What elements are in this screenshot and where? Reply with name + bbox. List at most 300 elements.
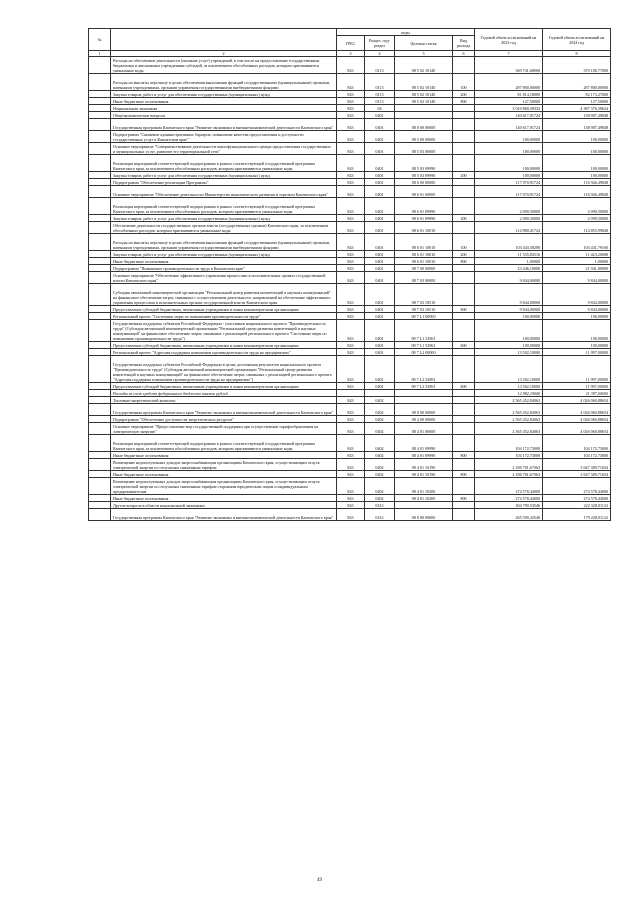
row-target: 08 6 01 10010 — [395, 222, 453, 234]
row-grbs: 843 — [337, 172, 365, 179]
row-razdel — [365, 390, 395, 397]
row-number — [89, 502, 111, 509]
row-vol-2024: 4 026 060,88654 — [543, 416, 611, 423]
row-description: Региональный проект "Адресная поддержка повышения производительности труда на предприятиях" — [111, 349, 337, 356]
row-vol-2024: 127,50000 — [543, 98, 611, 105]
row-grbs: 843 — [337, 265, 365, 272]
row-target: 08 7 03 10510 — [395, 306, 453, 313]
row-vol-2023: 100,00000 — [475, 143, 543, 155]
row-description: Иные бюджетные ассигнования — [111, 258, 337, 265]
table-row — [89, 98, 611, 105]
row-target: 08 5 03 00000 — [395, 143, 453, 155]
table-row — [89, 306, 611, 313]
row-target: 08 4 01 10200 — [395, 478, 453, 495]
table-row — [89, 74, 611, 91]
row-target: 08 7 L2 52891 — [395, 383, 453, 390]
row-vol-2024: 116 946,49848 — [543, 179, 611, 186]
row-description: Иные бюджетные ассигнования — [111, 495, 337, 502]
row-razdel: 0113 — [365, 57, 395, 74]
row-razdel: 0402 — [365, 471, 395, 478]
row-target: 08 6 01 09990 — [395, 198, 453, 215]
header-codes: коды — [337, 29, 475, 36]
row-target: 08 5 02 10140 — [395, 91, 453, 98]
table-row — [89, 265, 611, 272]
row-vol-2024: 9 844,00000 — [543, 306, 611, 313]
row-vid — [453, 502, 475, 509]
row-vol-2024: 11 997,00000 — [543, 356, 611, 383]
row-number — [89, 349, 111, 356]
row-grbs: 843 — [337, 251, 365, 258]
row-vol-2023: 117 070,91724 — [475, 179, 543, 186]
row-number — [89, 172, 111, 179]
row-razdel: 0401 — [365, 131, 395, 143]
header-grbs: ГРБС — [337, 36, 365, 51]
row-vol-2024: 3 647 309,71654 — [543, 471, 611, 478]
row-vid — [453, 265, 475, 272]
header-num: № — [89, 29, 111, 51]
row-grbs: 843 — [337, 131, 365, 143]
row-description: Государственная поддержка субъектов Российской Федерации - участников национального проекта "Производительность труда" (Субсидия автономной некоммерческой организации "Региональный центр развития компетенций и научных коммуникаций" на финансовое обеспечение затрат, связанных с реализацией регионального проекта "Системные меры по повышению производительности труда") — [111, 320, 337, 342]
row-grbs: 843 — [337, 105, 365, 112]
row-razdel: 0401 — [365, 198, 395, 215]
row-grbs: 843 — [337, 459, 365, 471]
row-vol-2023: 2 565 452,84063 — [475, 416, 543, 423]
row-vol-2023: 13 502,10000 — [475, 349, 543, 356]
row-razdel: 0401 — [365, 179, 395, 186]
row-description: Предоставление субсидий бюджетным, автономным учреждениям и иным некоммерческим организациям — [111, 383, 337, 390]
header-target: Целевая статья — [395, 36, 453, 51]
row-grbs: 843 — [337, 57, 365, 74]
colnum: 6 — [453, 51, 475, 57]
row-vid — [453, 105, 475, 112]
row-vid — [453, 179, 475, 186]
row-description: Иные бюджетные ассигнования — [111, 452, 337, 459]
row-vid — [453, 131, 475, 143]
row-vol-2024: 104 172,73000 — [543, 452, 611, 459]
row-vol-2024: 138 987,49848 — [543, 119, 611, 131]
row-grbs: 843 — [337, 423, 365, 435]
row-target: 08 0 00 00000 — [395, 509, 453, 521]
row-razdel: 0401 — [365, 356, 395, 383]
row-razdel: 0402 — [365, 478, 395, 495]
row-target: 08 0 00 00000 — [395, 119, 453, 131]
row-vol-2023: 104 172,73000 — [475, 452, 543, 459]
row-target: 08 4 01 00000 — [395, 423, 453, 435]
row-vid — [453, 186, 475, 198]
row-vol-2023: 13 502,10000 — [475, 356, 543, 383]
row-grbs: 843 — [337, 349, 365, 356]
row-description: Общеэкономические вопросы — [111, 112, 337, 119]
row-vol-2023: 23 446,10000 — [475, 265, 543, 272]
row-vol-2024: 21 941,00000 — [543, 265, 611, 272]
row-description: Закупка товаров, работ и услуг для обеспечения государственных (муниципальных) нужд — [111, 251, 337, 258]
row-number — [89, 74, 111, 91]
row-grbs: 843 — [337, 186, 365, 198]
table-row — [89, 172, 611, 179]
row-number — [89, 495, 111, 502]
row-vol-2024: 11 997,00000 — [543, 349, 611, 356]
row-number — [89, 313, 111, 320]
row-vol-2024: 274 578,44000 — [543, 495, 611, 502]
row-grbs: 843 — [337, 179, 365, 186]
row-target: 08 7 03 10510 — [395, 284, 453, 306]
row-description: Основное мероприятие "Совершенствование деятельности многофункционального центра предоставления государственных и муниципальных услуг, развитие его территориальной сети" — [111, 143, 337, 155]
row-vol-2023: 2 565 452,84063 — [475, 423, 543, 435]
row-description: Иные бюджетные ассигнования — [111, 471, 337, 478]
row-vol-2023: 100,00000 — [475, 313, 543, 320]
row-vol-2023: 127,50000 — [475, 98, 543, 105]
row-description: Региональный проект "Системные меры по повышению производительности труда" — [111, 313, 337, 320]
row-vol-2024: 100,00000 — [543, 155, 611, 172]
header-razdel: Раздел, под-раздел — [365, 36, 395, 51]
row-vol-2023: 117 070,91724 — [475, 186, 543, 198]
table-row — [89, 258, 611, 265]
row-number — [89, 423, 111, 435]
row-description: Иные бюджетные ассигнования — [111, 98, 337, 105]
row-razdel: 0113 — [365, 74, 395, 91]
row-target: 08 6 01 10010 — [395, 234, 453, 251]
row-target: 08 4 01 10190 — [395, 459, 453, 471]
colnum: 8 — [543, 51, 611, 57]
row-razdel: 0401 — [365, 258, 395, 265]
row-vol-2024: 4 387 376,39624 — [543, 105, 611, 112]
row-number — [89, 265, 111, 272]
row-description: Возмещение недополученных доходов энергоснабжающим организациям Камчатского края, осуществляющим отпуск электрической энергии по отпускным сниженным тарифам — [111, 459, 337, 471]
row-razdel: 0401 — [365, 222, 395, 234]
row-vol-2023: 2 090,50000 — [475, 198, 543, 215]
row-vol-2024: 100,00000 — [543, 320, 611, 342]
row-target: 08 6 01 10010 — [395, 251, 453, 258]
row-razdel: 0401 — [365, 284, 395, 306]
row-grbs: 843 — [337, 272, 365, 284]
header-description — [111, 29, 337, 51]
row-description: Закупка товаров, работ и услуг для обеспечения государственных (муниципальных) нужд — [111, 215, 337, 222]
row-vol-2023: 9 844,00000 — [475, 306, 543, 313]
row-vid — [453, 397, 475, 404]
row-grbs: 843 — [337, 397, 365, 404]
row-target: 08 5 03 09990 — [395, 172, 453, 179]
row-razdel: 0412 — [365, 502, 395, 509]
row-description: Расходы на выплаты персоналу в целях обеспечения выполнения функций государственными (муниципальными) органами, казенными учреждениями, органами управления государственными внебюджетными фондами — [111, 74, 337, 91]
header-vol-2024: Годовой объем ассигнований на 2024 год — [543, 29, 611, 51]
row-vid: 800 — [453, 258, 475, 265]
row-vol-2024: 274 578,44000 — [543, 478, 611, 495]
row-target: 08 5 00 00000 — [395, 131, 453, 143]
row-number — [89, 57, 111, 74]
row-number — [89, 186, 111, 198]
colnum: 4 — [365, 51, 395, 57]
row-vid: 200 — [453, 172, 475, 179]
row-razdel: 0401 — [365, 119, 395, 131]
table-row — [89, 222, 611, 234]
row-grbs: 843 — [337, 74, 365, 91]
row-description: Закупка товаров, работ и услуг для обеспечения государственных (муниципальных) нужд — [111, 91, 337, 98]
row-vid: 800 — [453, 495, 475, 502]
table-row — [89, 435, 611, 452]
row-vol-2023: 304 790,53546 — [475, 502, 543, 509]
row-grbs: 843 — [337, 342, 365, 349]
row-vid — [453, 112, 475, 119]
row-vol-2023: 100,00000 — [475, 172, 543, 179]
row-grbs: 843 — [337, 383, 365, 390]
row-target: 08 5 02 10140 — [395, 57, 453, 74]
row-razdel: 0401 — [365, 186, 395, 198]
row-target — [395, 502, 453, 509]
row-description: Топливно-энергетический комплекс — [111, 397, 337, 404]
table-row — [89, 404, 611, 416]
row-grbs: 843 — [337, 306, 365, 313]
row-target: 08 7 L1 00000 — [395, 313, 453, 320]
row-vol-2023: 81 814,18000 — [475, 91, 543, 98]
row-target: 08 0 00 00000 — [395, 404, 453, 416]
colnum: 5 — [395, 51, 453, 57]
row-target — [395, 112, 453, 119]
row-vol-2024: 103 431,79160 — [543, 234, 611, 251]
row-vid — [453, 320, 475, 342]
row-razdel: 0402 — [365, 416, 395, 423]
row-vol-2023: 9 844,00000 — [475, 284, 543, 306]
row-description: Закупка товаров, работ и услуг для обеспечения государственных (муниципальных) нужд — [111, 172, 337, 179]
row-vol-2023: 140 617,01724 — [475, 119, 543, 131]
row-vol-2024: 100,00000 — [543, 313, 611, 320]
row-razdel: 0401 — [365, 342, 395, 349]
row-number — [89, 91, 111, 98]
row-target: 08 6 00 00000 — [395, 179, 453, 186]
row-description: Подпрограмма "Обеспечение реализации Программы" — [111, 179, 337, 186]
row-razdel: 0401 — [365, 234, 395, 251]
header-vid: Вид расхода — [453, 36, 475, 51]
row-vol-2024: 100,00000 — [543, 131, 611, 143]
table-row — [89, 179, 611, 186]
row-description: Основное мероприятие "Предоставление мер государственной поддержки при осуществлении тарифообразования на электрическую энергию" — [111, 423, 337, 435]
row-number — [89, 342, 111, 349]
row-number — [89, 143, 111, 155]
row-vol-2023: 287 800,00000 — [475, 74, 543, 91]
row-razdel: 0401 — [365, 272, 395, 284]
row-vid — [453, 198, 475, 215]
row-target: 08 6 01 00000 — [395, 186, 453, 198]
row-vol-2024: 116 946,49848 — [543, 186, 611, 198]
table-row — [89, 91, 611, 98]
row-description: Государственная поддержка субъектов Российской Федерации в целях достижения результатов национального проекта "Производительность труда" (Субсидия автономной некоммерческой организации "Региональный центр развития компетенций и научных коммуникаций" на финансовое обеспечение затрат, связанных с реализацией регионального проекта "Адресная поддержка повышения производительности труда на предприятиях") — [111, 356, 337, 383]
table-row — [89, 131, 611, 143]
table-row — [89, 416, 611, 423]
row-target: 08 5 02 10140 — [395, 74, 453, 91]
row-vol-2023: 11 535,83516 — [475, 251, 543, 258]
row-number — [89, 98, 111, 105]
row-description: Государственная программа Камчатского края "Развитие экономики и внешнеэкономической деятельности Камчатского края" — [111, 404, 337, 416]
row-vid — [453, 284, 475, 306]
row-vol-2024: 82 173,27000 — [543, 91, 611, 98]
row-number — [89, 131, 111, 143]
row-description: Предоставление субсидий бюджетным, автономным учреждениям и иным некоммерческим организациям — [111, 342, 337, 349]
row-vid: 200 — [453, 91, 475, 98]
row-vol-2024: 4 026 060,88654 — [543, 423, 611, 435]
row-vol-2024: 11 997,00000 — [543, 383, 611, 390]
row-number — [89, 112, 111, 119]
row-vol-2024: 9 844,00000 — [543, 284, 611, 306]
row-vol-2023: 369 741,68000 — [475, 57, 543, 74]
row-grbs: 843 — [337, 143, 365, 155]
row-grbs: 843 — [337, 452, 365, 459]
table-row — [89, 313, 611, 320]
row-vid — [453, 272, 475, 284]
row-vol-2024: 370 100,77000 — [543, 57, 611, 74]
row-grbs: 843 — [337, 215, 365, 222]
row-vid: 800 — [453, 98, 475, 105]
table-row — [89, 356, 611, 383]
row-number — [89, 215, 111, 222]
row-vol-2023: 100,00000 — [475, 320, 543, 342]
table-row — [89, 119, 611, 131]
row-razdel: 0412 — [365, 509, 395, 521]
table-row — [89, 390, 611, 397]
row-vol-2024: 100,00000 — [543, 172, 611, 179]
row-number — [89, 179, 111, 186]
row-vid — [453, 119, 475, 131]
table-row — [89, 349, 611, 356]
row-number — [89, 119, 111, 131]
row-grbs: 843 — [337, 91, 365, 98]
colnum: 1 — [89, 51, 111, 57]
row-vol-2023: 2 186 701,67063 — [475, 471, 543, 478]
row-description: Государственная программа Камчатского края "Развитие экономики и внешнеэкономической деятельности Камчатского края" — [111, 509, 337, 521]
row-vol-2024: 222 328,01122 — [543, 502, 611, 509]
row-vol-2024: 100,00000 — [543, 342, 611, 349]
table-row — [89, 215, 611, 222]
table-row — [89, 198, 611, 215]
row-vol-2024: 2 090,50000 — [543, 215, 611, 222]
row-razdel: 0402 — [365, 459, 395, 471]
row-vid: 200 — [453, 251, 475, 258]
header-vol-2023: Годовой объем ассигнований на 2023 год — [475, 29, 543, 51]
row-vid: 100 — [453, 234, 475, 251]
row-razdel: 0402 — [365, 495, 395, 502]
row-grbs: 843 — [337, 198, 365, 215]
table-row — [89, 495, 611, 502]
row-description: Предоставление субсидий бюджетным, автономным учреждениям и иным некоммерческим организациям — [111, 306, 337, 313]
row-vol-2023: 12 982,10000 — [475, 390, 543, 397]
row-vol-2024: 11 397,00000 — [543, 390, 611, 397]
row-number — [89, 356, 111, 383]
row-vol-2024: 4 026 060,88654 — [543, 397, 611, 404]
row-vol-2023: 100,00000 — [475, 342, 543, 349]
row-target: 08 6 01 10010 — [395, 258, 453, 265]
row-description: Реализация мероприятий соответствующей подпрограммы в рамках соответствующей государственной программы Камчатского края, за исключением обособленных расходов, которым присваиваются уникальные коды — [111, 155, 337, 172]
row-vol-2023: 114 980,41724 — [475, 222, 543, 234]
row-vid: 600 — [453, 383, 475, 390]
row-razdel: 0402 — [365, 423, 395, 435]
row-vid — [453, 313, 475, 320]
row-target: 08 5 02 10140 — [395, 98, 453, 105]
row-vid — [453, 509, 475, 521]
row-razdel: 0401 — [365, 306, 395, 313]
row-number — [89, 478, 111, 495]
row-number — [89, 383, 111, 390]
table-row — [89, 502, 611, 509]
row-vol-2024: 2 090,50000 — [543, 198, 611, 215]
row-vol-2023: 2 186 701,67063 — [475, 459, 543, 471]
row-number — [89, 234, 111, 251]
row-vid — [453, 404, 475, 416]
table-row — [89, 509, 611, 521]
table-row — [89, 112, 611, 119]
row-razdel: 0401 — [365, 172, 395, 179]
table-row — [89, 234, 611, 251]
row-vol-2023: 2 565 452,84063 — [475, 397, 543, 404]
row-number — [89, 105, 111, 112]
table-row — [89, 320, 611, 342]
row-razdel: 0401 — [365, 313, 395, 320]
row-grbs: 843 — [337, 234, 365, 251]
row-vol-2023: 140 617,01724 — [475, 112, 543, 119]
row-number — [89, 306, 111, 313]
row-vol-2024: 9 844,00000 — [543, 272, 611, 284]
row-description: Реализация мероприятий соответствующей подпрограммы в рамках соответствующей государственной программы Камчатского края, за исключением обособленных расходов, которым присваиваются уникальные коды — [111, 198, 337, 215]
row-target: 08 7 L1 52961 — [395, 342, 453, 349]
row-target: 08 5 03 09990 — [395, 155, 453, 172]
row-number — [89, 459, 111, 471]
row-vid — [453, 435, 475, 452]
row-razdel: 04 — [365, 105, 395, 112]
row-vid — [453, 459, 475, 471]
row-vid — [453, 143, 475, 155]
row-description: Реализация мероприятий соответствующей подпрограммы в рамках соответствующей государственной программы Камчатского края, за исключением обособленных расходов, которым присваиваются уникальные коды — [111, 435, 337, 452]
row-grbs: 843 — [337, 284, 365, 306]
row-vol-2023: 1,00000 — [475, 258, 543, 265]
row-vol-2024: 11 423,20688 — [543, 251, 611, 258]
row-description: Субсидия автономной некоммерческой организации "Региональный центр развития компетенций и научных коммуникаций" на финансовое обеспечение затрат, связанных с осуществлением деятельности, направленной на обеспечение эффективного управления процессами в исполнительных органах государственной власти Камчатского края — [111, 284, 337, 306]
row-number — [89, 404, 111, 416]
row-vid: 600 — [453, 342, 475, 349]
row-razdel: 0402 — [365, 452, 395, 459]
table-row — [89, 342, 611, 349]
table-row — [89, 105, 611, 112]
row-number — [89, 416, 111, 423]
row-vol-2023: 100,00000 — [475, 131, 543, 143]
row-vid — [453, 57, 475, 74]
table-row — [89, 459, 611, 471]
row-vol-2024: 100,00000 — [543, 143, 611, 155]
budget-table-sheet — [88, 28, 610, 521]
row-description: Подпрограмма "Снижение административных барьеров, повышение качества предоставления и доступности государственных услуг в Камчатском крае" — [111, 131, 337, 143]
row-grbs — [337, 390, 365, 397]
row-target: 08 4 01 10190 — [395, 471, 453, 478]
row-target: 08 4 00 00000 — [395, 416, 453, 423]
row-vol-2024: 1,00000 — [543, 258, 611, 265]
row-grbs: 843 — [337, 119, 365, 131]
row-grbs: 843 — [337, 509, 365, 521]
row-grbs: 843 — [337, 435, 365, 452]
row-target: 08 7 00 00000 — [395, 265, 453, 272]
row-description: Другие вопросы в области национальной экономики — [111, 502, 337, 509]
row-razdel: 0402 — [365, 397, 395, 404]
row-razdel: 0401 — [365, 383, 395, 390]
row-target: 08 4 01 10200 — [395, 495, 453, 502]
row-vid — [453, 416, 475, 423]
row-vol-2023: 9 844,00000 — [475, 272, 543, 284]
row-grbs: 843 — [337, 356, 365, 383]
table-row — [89, 186, 611, 198]
page-number: 49 — [317, 878, 322, 883]
row-number — [89, 435, 111, 452]
table-row — [89, 397, 611, 404]
row-target: 08 4 01 09990 — [395, 452, 453, 459]
row-grbs: 843 — [337, 478, 365, 495]
row-description: Обеспечение деятельности государственных органов власти (государственных органов) Камчатского края, за исключением обособленных расходов, которым присваиваются уникальные коды — [111, 222, 337, 234]
row-razdel: 0402 — [365, 435, 395, 452]
row-target — [395, 397, 453, 404]
